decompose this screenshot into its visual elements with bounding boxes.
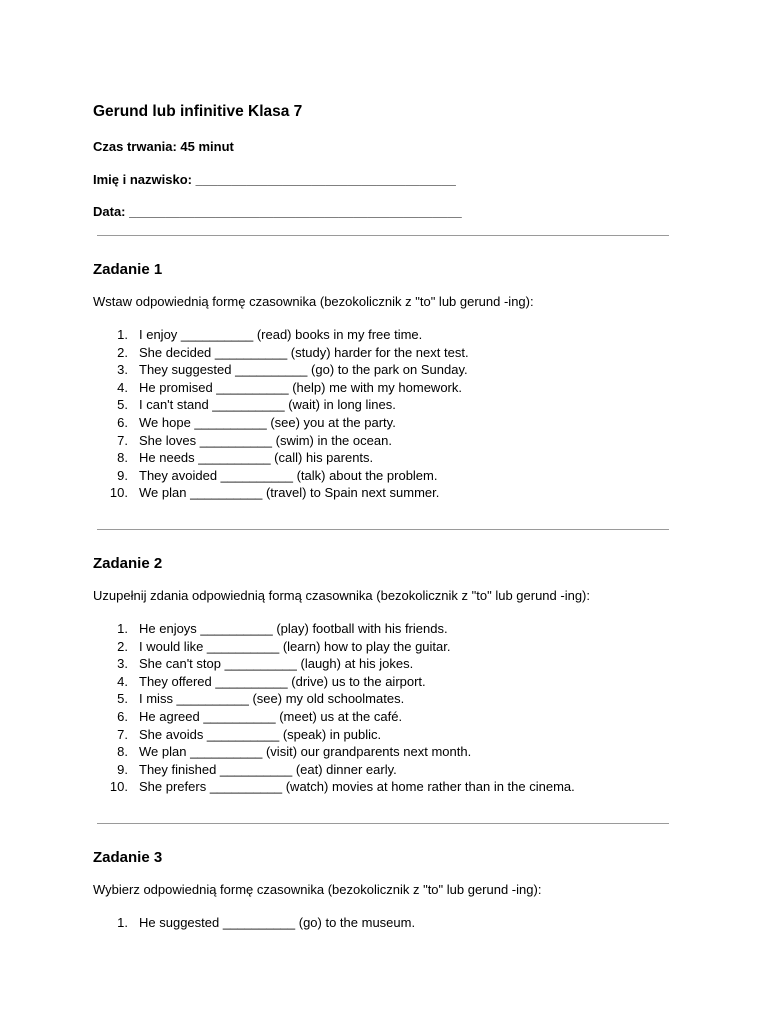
list-item (93, 449, 469, 467)
student-name-line: Imię i nazwisko: ____________________________________ (93, 172, 456, 187)
exercise-list (93, 620, 575, 796)
list-item (93, 620, 575, 638)
item-number: 1. (117, 621, 128, 636)
item-text: We plan __________ (visit) our grandparents next month. (139, 744, 472, 760)
duration-line: Czas trwania: 45 minut (93, 139, 234, 154)
item-text: We hope __________ (see) you at the party. (139, 414, 396, 430)
list-item (93, 344, 469, 362)
list-item (93, 484, 469, 502)
item-number: 2. (117, 344, 128, 360)
item-text: She prefers __________ (watch) movies at home rather than in the cinema. (139, 779, 575, 795)
list-item (93, 726, 575, 744)
item-text: I miss __________ (see) my old schoolmates. (139, 691, 405, 707)
item-text: They avoided __________ (talk) about the problem. (139, 467, 438, 483)
item-number: 6. (117, 708, 128, 724)
list-item (93, 673, 575, 691)
list-item (93, 655, 575, 673)
divider (97, 529, 669, 530)
item-number: 7. (117, 726, 128, 742)
item-number: 9. (117, 467, 128, 483)
item-text: They offered __________ (drive) us to the airport. (139, 673, 426, 689)
list-item (93, 414, 469, 432)
item-text: He agreed __________ (meet) us at the café. (139, 708, 403, 724)
item-number: 3. (117, 656, 128, 672)
item-number: 5. (117, 397, 128, 413)
item-text: She loves __________ (swim) in the ocean. (139, 432, 392, 448)
divider (97, 823, 669, 824)
item-number: 10. (109, 779, 128, 795)
list-item (93, 761, 575, 779)
list-item (93, 690, 575, 708)
section-heading: Zadanie 2 (93, 555, 163, 572)
document-title: Gerund lub infinitive Klasa 7 (93, 103, 303, 120)
exercise-list (93, 326, 469, 502)
item-text: He enjoys __________ (play) football with his friends. (139, 621, 448, 636)
item-number: 6. (117, 414, 128, 430)
exercise-section-2 (93, 554, 693, 795)
list-item (93, 638, 575, 656)
list-item (93, 326, 469, 344)
item-text: We plan __________ (travel) to Spain next summer. (139, 485, 440, 501)
item-number: 1. (117, 915, 128, 930)
item-text: I enjoy __________ (read) books in my free time. (139, 327, 423, 342)
item-number: 8. (117, 450, 128, 466)
item-text: He promised __________ (help) me with my homework. (139, 379, 462, 395)
item-number: 8. (117, 744, 128, 760)
list-item (93, 379, 469, 397)
item-number: 9. (117, 761, 128, 777)
item-number: 4. (117, 379, 128, 395)
item-text: I would like __________ (learn) how to play the guitar. (139, 638, 451, 654)
date-line: Data: ______________________________________________ (93, 204, 462, 219)
section-instruction: Wybierz odpowiednią formę czasownika (bezokolicznik z "to" lub gerund -ing): (93, 882, 542, 897)
item-text: She decided __________ (study) harder for the next test. (139, 344, 469, 360)
item-text: He needs __________ (call) his parents. (139, 450, 374, 466)
divider (97, 235, 669, 236)
item-text: They suggested __________ (go) to the park on Sunday. (139, 362, 468, 378)
item-number: 2. (117, 638, 128, 654)
list-item (93, 467, 469, 485)
exercise-section-1 (93, 260, 693, 501)
exercise-section-3 (93, 848, 693, 930)
item-number: 1. (117, 327, 128, 342)
item-text: They finished __________ (eat) dinner early. (139, 761, 397, 777)
section-instruction: Uzupełnij zdania odpowiednią formą czasownika (bezokolicznik z "to" lub gerund -ing): (93, 588, 590, 603)
item-number: 4. (117, 673, 128, 689)
section-heading: Zadanie 3 (93, 849, 163, 866)
item-text: She avoids __________ (speak) in public. (139, 726, 382, 742)
item-number: 7. (117, 432, 128, 448)
list-item (93, 396, 469, 414)
item-text: He suggested __________ (go) to the museum. (139, 915, 416, 930)
list-item (93, 708, 575, 726)
item-text: She can't stop __________ (laugh) at his jokes. (139, 656, 414, 672)
list-item (93, 914, 415, 932)
list-item (93, 432, 469, 450)
list-item (93, 743, 575, 761)
list-item (93, 778, 575, 796)
section-heading: Zadanie 1 (93, 261, 163, 278)
exercise-list (93, 914, 415, 932)
item-text: I can't stand __________ (wait) in long lines. (139, 397, 396, 413)
section-instruction: Wstaw odpowiednią formę czasownika (bezokolicznik z "to" lub gerund -ing): (93, 294, 534, 309)
item-number: 10. (109, 485, 128, 501)
item-number: 3. (117, 362, 128, 378)
item-number: 5. (117, 691, 128, 707)
list-item (93, 361, 469, 379)
